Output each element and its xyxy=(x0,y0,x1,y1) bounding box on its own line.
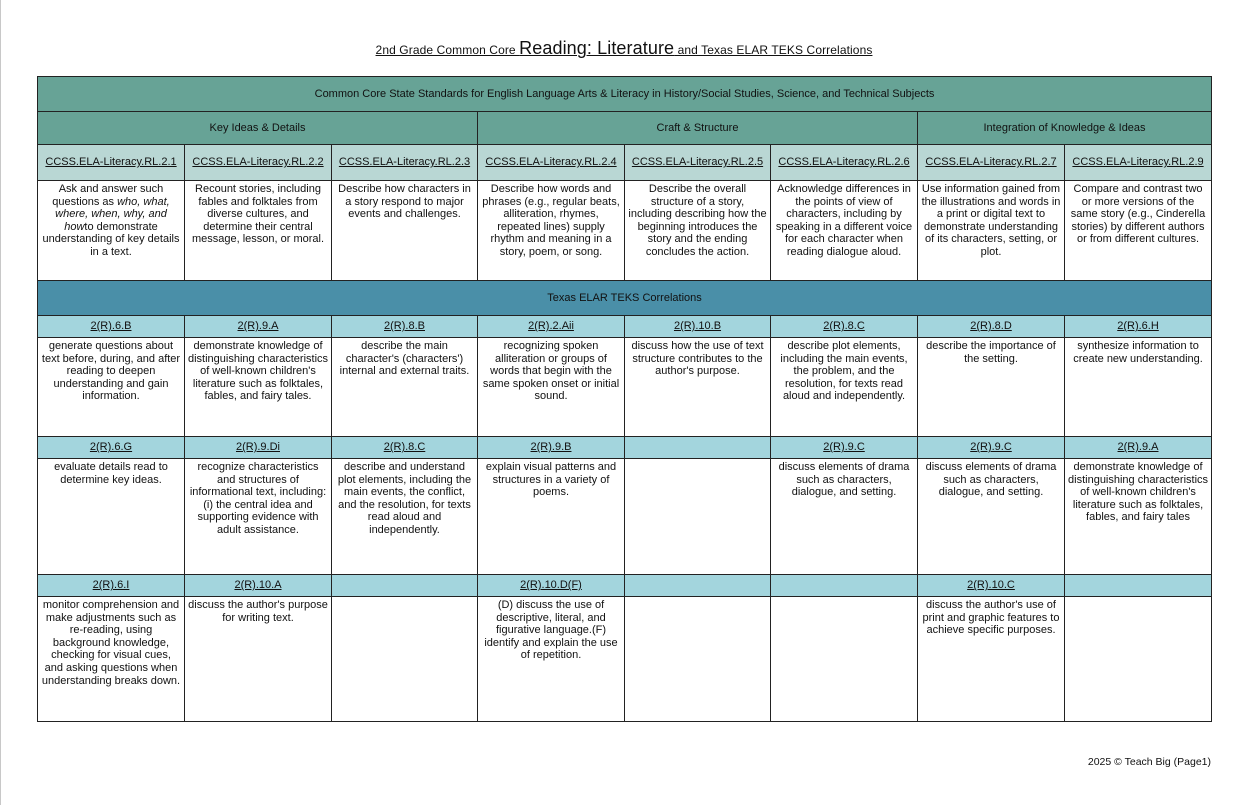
ccss-code[interactable]: CCSS.ELA-Literacy.RL.2.5 xyxy=(625,145,771,181)
teks-desc: monitor comprehension and make adjustments such as re-reading, using background knowledge, checking for visual cues, and asking questions when understanding breaks down. xyxy=(38,597,185,722)
teks-code[interactable]: 2(R).9.A xyxy=(185,316,332,338)
teks-desc xyxy=(625,459,771,575)
teks-desc: demonstrate knowledge of distinguishing characteristics of well-known children's literature such as folktales, fables, and fairy tales xyxy=(1065,459,1212,575)
teks-code[interactable]: 2(R).9.C xyxy=(771,437,918,459)
ccss-code[interactable]: CCSS.ELA-Literacy.RL.2.6 xyxy=(771,145,918,181)
ccss-desc-row xyxy=(38,181,1212,281)
teks-desc: describe plot elements, including the main events, the problem, and the resolution, for texts read aloud and independently. xyxy=(771,338,918,437)
teks-desc: describe and understand plot elements, including the main events, the conflict, and the resolution, for texts read aloud and independently. xyxy=(332,459,478,575)
teks-code[interactable]: 2(R).6.H xyxy=(1065,316,1212,338)
ccss-code[interactable]: CCSS.ELA-Literacy.RL.2.3 xyxy=(332,145,478,181)
teks-desc: describe the main character's (characters') internal and external traits. xyxy=(332,338,478,437)
teks-code[interactable]: 2(R).10.C xyxy=(918,575,1065,597)
teks-code xyxy=(771,575,918,597)
teks-code[interactable]: 2(R).10.B xyxy=(625,316,771,338)
teks-code[interactable]: 2(R).6.I xyxy=(38,575,185,597)
ccss-code[interactable]: CCSS.ELA-Literacy.RL.2.1 xyxy=(38,145,185,181)
ccss-desc: Describe how words and phrases (e.g., regular beats, alliteration, rhymes, repeated lines) supply rhythm and meaning in a story, poem, or song. xyxy=(478,181,625,281)
teks-desc: discuss the author's purpose for writing text. xyxy=(185,597,332,722)
teks-code[interactable]: 2(R).6.G xyxy=(38,437,185,459)
ccss-desc: Compare and contrast two or more versions of the same story (e.g., Cinderella stories) by different authors or from different cultures. xyxy=(1065,181,1212,281)
teks-desc: discuss how the use of text structure contributes to the author's purpose. xyxy=(625,338,771,437)
teks-desc: discuss elements of drama such as characters, dialogue, and setting. xyxy=(771,459,918,575)
page-left-edge xyxy=(0,0,1,805)
ccss-desc: Recount stories, including fables and folktales from diverse cultures, and determine their central message, lesson, or moral. xyxy=(185,181,332,281)
teks-code[interactable]: 2(R).2.Aii xyxy=(478,316,625,338)
teks-desc: recognizing spoken alliteration or groups of words that begin with the same spoken onset or initial sound. xyxy=(478,338,625,437)
title-suffix: and Texas ELAR TEKS Correlations xyxy=(674,43,873,57)
ccss-code[interactable]: CCSS.ELA-Literacy.RL.2.4 xyxy=(478,145,625,181)
ccss-code[interactable]: CCSS.ELA-Literacy.RL.2.7 xyxy=(918,145,1065,181)
page-footer: 2025 © Teach Big (Page1) xyxy=(1087,756,1211,768)
teks-code xyxy=(332,575,478,597)
teks-code[interactable]: 2(R).8.B xyxy=(332,316,478,338)
teks-code[interactable]: 2(R).6.B xyxy=(38,316,185,338)
ccss-code[interactable]: CCSS.ELA-Literacy.RL.2.2 xyxy=(185,145,332,181)
teks-desc xyxy=(771,597,918,722)
teks-code-row xyxy=(38,575,1212,597)
teks-banner: Texas ELAR TEKS Correlations xyxy=(38,281,1212,316)
ccss-desc: Describe the overall structure of a story, including describing how the beginning introduces the story and the ending concludes the action. xyxy=(625,181,771,281)
teks-desc xyxy=(625,597,771,722)
teks-desc: discuss the author's use of print and graphic features to achieve specific purposes. xyxy=(918,597,1065,722)
ccss-code[interactable]: CCSS.ELA-Literacy.RL.2.9 xyxy=(1065,145,1212,181)
teks-desc: recognize characteristics and structures of informational text, including: (i) the central idea and supporting evidence with adult assistance. xyxy=(185,459,332,575)
teks-code[interactable]: 2(R).8.C xyxy=(771,316,918,338)
teks-desc xyxy=(1065,597,1212,722)
teks-code[interactable]: 2(R).9.B xyxy=(478,437,625,459)
teks-desc: explain visual patterns and structures in a variety of poems. xyxy=(478,459,625,575)
correlation-table xyxy=(37,76,1212,722)
teks-code[interactable]: 2(R).9.Di xyxy=(185,437,332,459)
teks-code[interactable]: 2(R).8.D xyxy=(918,316,1065,338)
teks-desc: generate questions about text before, during, and after reading to deepen understanding and gain information. xyxy=(38,338,185,437)
teks-code-row xyxy=(38,437,1212,459)
teks-code xyxy=(1065,575,1212,597)
teks-code[interactable]: 2(R).9.C xyxy=(918,437,1065,459)
ccss-banner: Common Core State Standards for English Language Arts & Literacy in History/Social Studies, Science, and Technical Subjects xyxy=(38,77,1212,112)
ccss-desc-post: to demonstrate understanding of key details in a text. xyxy=(42,220,180,258)
ccss-desc: Describe how characters in a story respond to major events and challenges. xyxy=(332,181,478,281)
teks-desc: demonstrate knowledge of distinguishing characteristics of well-known children's literature such as folktales, fables, and fairy tales. xyxy=(185,338,332,437)
teks-code xyxy=(625,575,771,597)
domain-craft-structure: Craft & Structure xyxy=(478,112,918,145)
teks-desc: describe the importance of the setting. xyxy=(918,338,1065,437)
teks-code[interactable]: 2(R).9.A xyxy=(1065,437,1212,459)
ccss-code-row xyxy=(38,145,1212,181)
teks-desc: discuss elements of drama such as characters, dialogue, and setting. xyxy=(918,459,1065,575)
teks-desc-row xyxy=(38,459,1212,575)
teks-code[interactable]: 2(R).8.C xyxy=(332,437,478,459)
teks-desc-row xyxy=(38,597,1212,722)
teks-code-row xyxy=(38,316,1212,338)
teks-desc: evaluate details read to determine key ideas. xyxy=(38,459,185,575)
ccss-desc: Acknowledge differences in the points of view of characters, including by speaking in a different voice for each character when reading dialogue aloud. xyxy=(771,181,918,281)
domain-integration: Integration of Knowledge & Ideas xyxy=(918,112,1212,145)
page-title xyxy=(0,38,1248,59)
teks-desc xyxy=(332,597,478,722)
domain-key-ideas: Key Ideas & Details xyxy=(38,112,478,145)
teks-desc-row xyxy=(38,338,1212,437)
teks-desc: (D) discuss the use of descriptive, literal, and figurative language.(F) identify and explain the use of repetition. xyxy=(478,597,625,722)
teks-code xyxy=(625,437,771,459)
title-main: Reading: Literature xyxy=(519,38,675,58)
teks-desc: synthesize information to create new understanding. xyxy=(1065,338,1212,437)
teks-code[interactable]: 2(R).10.D(F) xyxy=(478,575,625,597)
ccss-desc-question-words: who, what, where, when, why, and how xyxy=(55,195,170,233)
title-prefix: 2nd Grade Common Core xyxy=(375,43,520,57)
teks-code[interactable]: 2(R).10.A xyxy=(185,575,332,597)
ccss-desc: Use information gained from the illustrations and words in a print or digital text to demonstrate understanding of its characters, setting, or plot. xyxy=(918,181,1065,281)
ccss-desc xyxy=(38,181,185,281)
ccss-desc-pre: Ask and answer such questions as xyxy=(52,183,164,208)
